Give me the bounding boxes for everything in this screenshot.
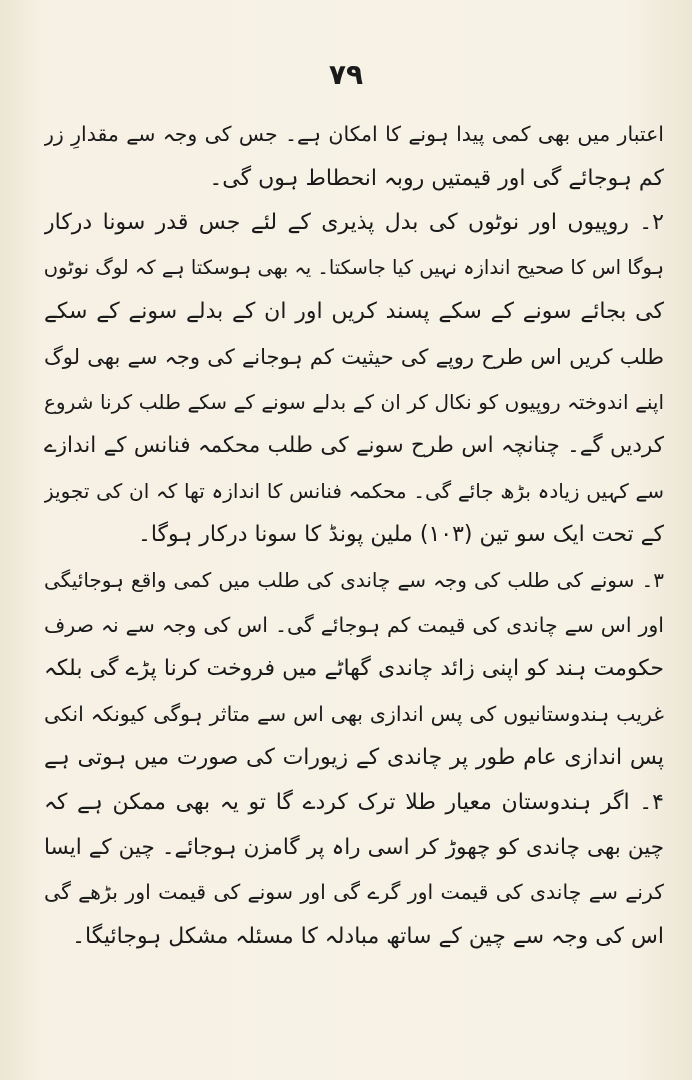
text-line: اپنے اندوختہ روپیوں کو نکال کر ان کے بدلے سونے کے سکے طلب کرنا شروع [44, 389, 664, 414]
text-line: ۳۔ سونے کی طلب کی وجہ سے چاندی کی طلب میں کمی واقع ہوجائیگی [44, 567, 664, 592]
text-line: ہوگا اس کا صحیح اندازہ نہیں کیا جاسکتا۔ یہ بھی ہوسکتا ہے کہ لوگ نوٹوں [44, 255, 664, 279]
text-line: طلب کریں اس طرح روپے کی حیثیت کم ہوجانے کی وجہ سے بھی لوگ [44, 344, 664, 369]
text-line: غریب ہندوستانیوں کی پس اندازی بھی اس سے متاثر ہوگی کیونکہ انکی [44, 701, 664, 726]
text-line: کم ہوجائے گی اور قیمتیں روبہ انحطاط ہوں گی۔ [209, 165, 664, 191]
text-line: کے تحت ایک سو تین (۱۰۳) ملین پونڈ کا سونا درکار ہوگا۔ [137, 522, 664, 548]
text-line: حکومت ہند کو اپنی زائد چاندی گھاٹے میں فروخت کرنا پڑے گی بلکہ [44, 656, 664, 682]
text-line: اس کی وجہ سے چین کے ساتھ مبادلہ کا مسئلہ مشکل ہوجائیگا۔ [72, 923, 664, 949]
text-line: پس اندازی عام طور پر چاندی کے زیورات کی صورت میں ہوتی ہے [44, 745, 664, 771]
text-line: ۲۔ روپیوں اور نوٹوں کی بدل پذیری کے لئے جس قدر سونا درکار [44, 210, 664, 236]
text-line: اعتبار میں بھی کمی پیدا ہونے کا امکان ہے۔ جس کی وجہ سے مقدارِ زر [44, 122, 664, 146]
text-line: کردیں گے۔ چنانچہ اس طرح سونے کی طلب محکمہ فنانس کے اندازے [44, 433, 664, 459]
text-line: کی بجائے سونے کے سکے پسند کریں اور ان کے بدلے سونے کے سکے [44, 299, 664, 325]
text-line: اور اس سے چاندی کی قیمت کم ہوجائے گی۔ اس کی وجہ سے نہ صرف [44, 612, 664, 637]
text-line: سے کہیں زیادہ بڑھ جائے گی۔ محکمہ فنانس کا اندازہ تھا کہ ان کی تجویز [44, 478, 664, 503]
text-line: کرنے سے چاندی کی قیمت اور گرے گی اور سونے کی قیمت اور بڑھے گی [44, 880, 664, 905]
page-number: ۷۹ [328, 58, 364, 91]
text-line: چین بھی چاندی کو چھوڑ کر اسی راہ پر گامزن ہوجائے۔ چین کے ایسا [44, 834, 664, 860]
text-line: ۴۔ اگر ہندوستان معیار طلا ترک کردے گا تو یہ بھی ممکن ہے کہ [44, 789, 664, 815]
body-text [44, 112, 664, 959]
